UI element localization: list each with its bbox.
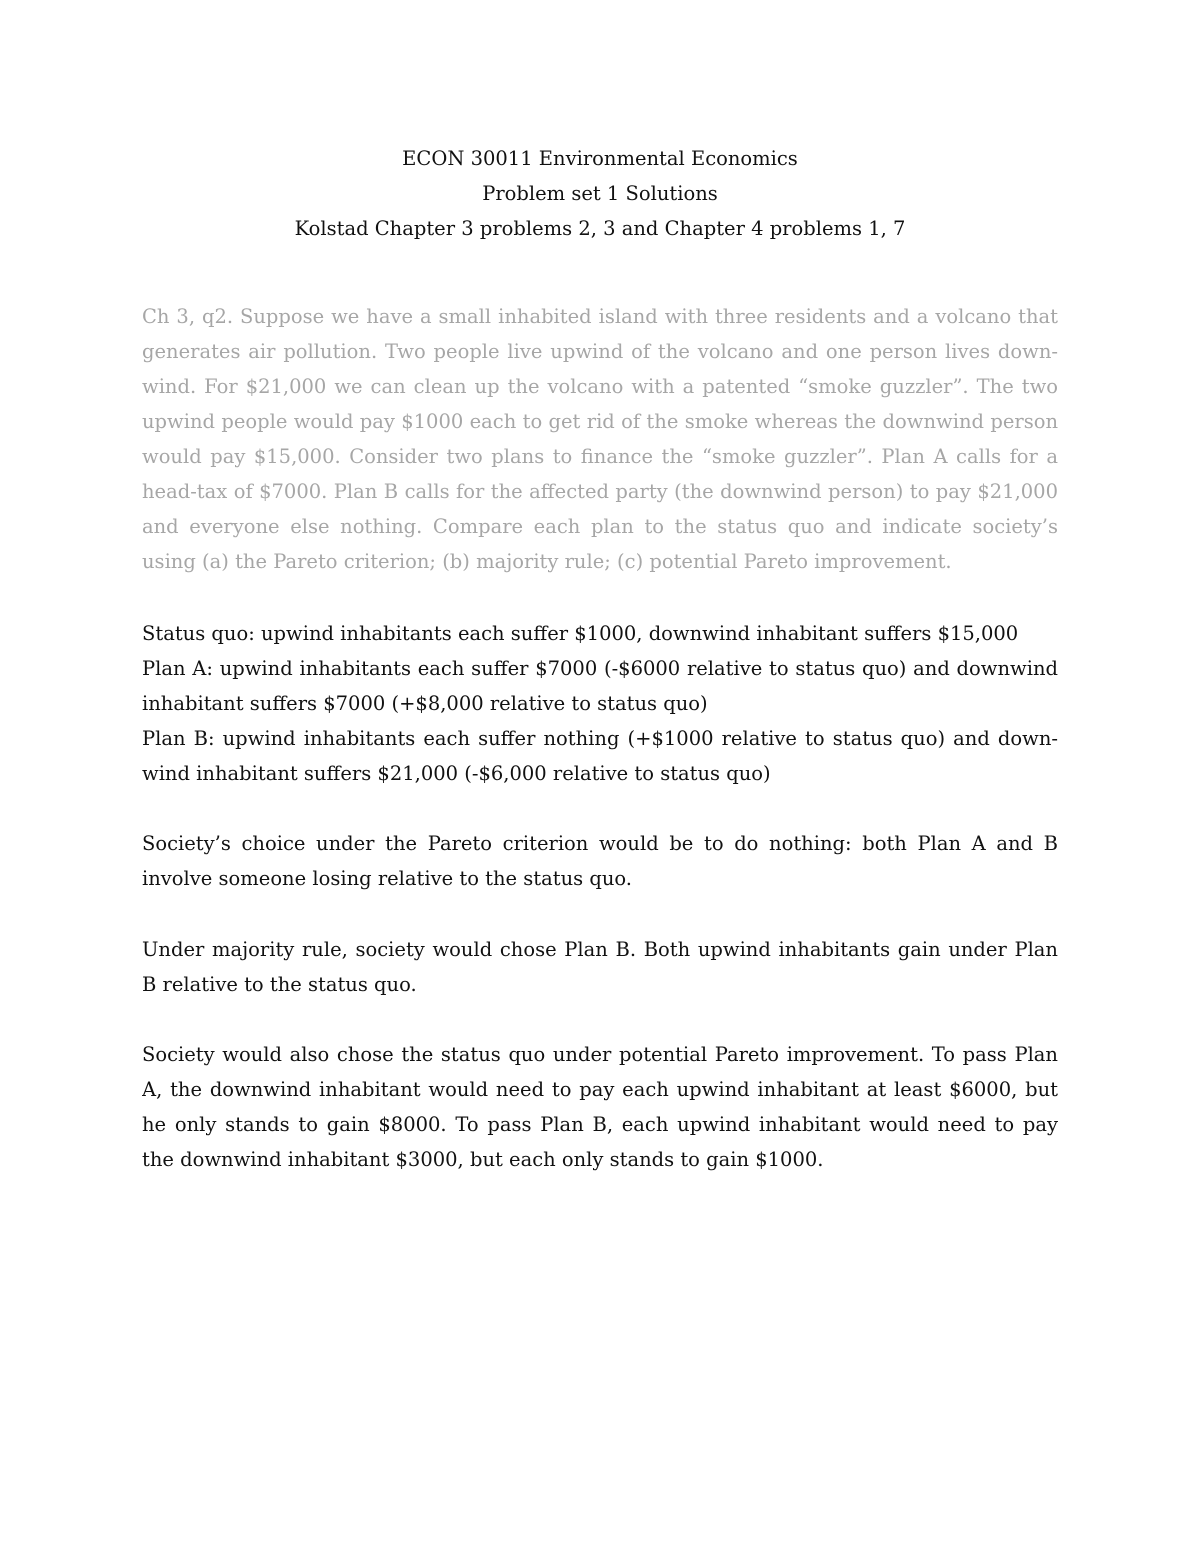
plan-b-line: Plan B: upwind inhabitants each suffer nothing (+$1000 relative to status quo) and down- [142,727,1058,750]
paragraph-line: Society’s choice under the Pareto criterion would be to do nothing: both Plan A and B [142,832,1058,855]
question-line: would pay $15,000. Consider two plans to finance the “smoke guzzler”. Plan A calls for a [142,445,1058,468]
question-line: generates air pollution. Two people live upwind of the volcano and one person lives down- [142,340,1058,363]
paragraph-line: B relative to the status quo. [142,973,417,996]
question-line: Ch 3, q2. Suppose we have a small inhabited island with three residents and a volcano that [142,305,1058,328]
plan-a-line: inhabitant suffers $7000 (+$8,000 relative to status quo) [142,692,708,715]
question-line: head-tax of $7000. Plan B calls for the affected party (the downwind person) to pay $21,000 [142,480,1058,503]
pareto-paragraph [142,826,1058,896]
paragraph-line: A, the downwind inhabitant would need to pay each upwind inhabitant at least $6000, but [142,1078,1058,1101]
status-quo-line: Status quo: upwind inhabitants each suffer $1000, downwind inhabitant suffers $15,000 [142,622,1019,645]
question-text [142,299,1058,579]
paragraph-line: involve someone losing relative to the status quo. [142,867,632,890]
chapter-reference: Kolstad Chapter 3 problems 2, 3 and Chapter 4 problems 1, 7 [294,217,906,240]
document-header [0,141,1200,246]
question-line: upwind people would pay $1000 each to get rid of the smoke whereas the downwind person [142,410,1058,433]
course-title: ECON 30011 Environmental Economics [402,147,798,170]
potential-pareto-paragraph [142,1037,1058,1177]
paragraph-line: Under majority rule, society would chose Plan B. Both upwind inhabitants gain under Plan [142,938,1058,961]
plan-a-line: Plan A: upwind inhabitants each suffer $7000 (-$6000 relative to status quo) and downwind [142,657,1058,680]
plan-b-line: wind inhabitant suffers $21,000 (-$6,000 relative to status quo) [142,762,771,785]
document-subtitle: Problem set 1 Solutions [482,182,718,205]
question-line: using (a) the Pareto criterion; (b) majority rule; (c) potential Pareto improvement. [142,550,952,573]
question-line: wind. For $21,000 we can clean up the volcano with a patented “smoke guzzler”. The two [142,375,1058,398]
question-line: and everyone else nothing. Compare each plan to the status quo and indicate society’s [142,515,1058,538]
paragraph-line: Society would also chose the status quo under potential Pareto improvement. To pass Plan [142,1043,1058,1066]
paragraph-line: he only stands to gain $8000. To pass Plan B, each upwind inhabitant would need to pay [142,1113,1058,1136]
majority-rule-paragraph [142,932,1058,1002]
paragraph-line: the downwind inhabitant $3000, but each only stands to gain $1000. [142,1148,824,1171]
outcomes-paragraph [142,616,1058,791]
